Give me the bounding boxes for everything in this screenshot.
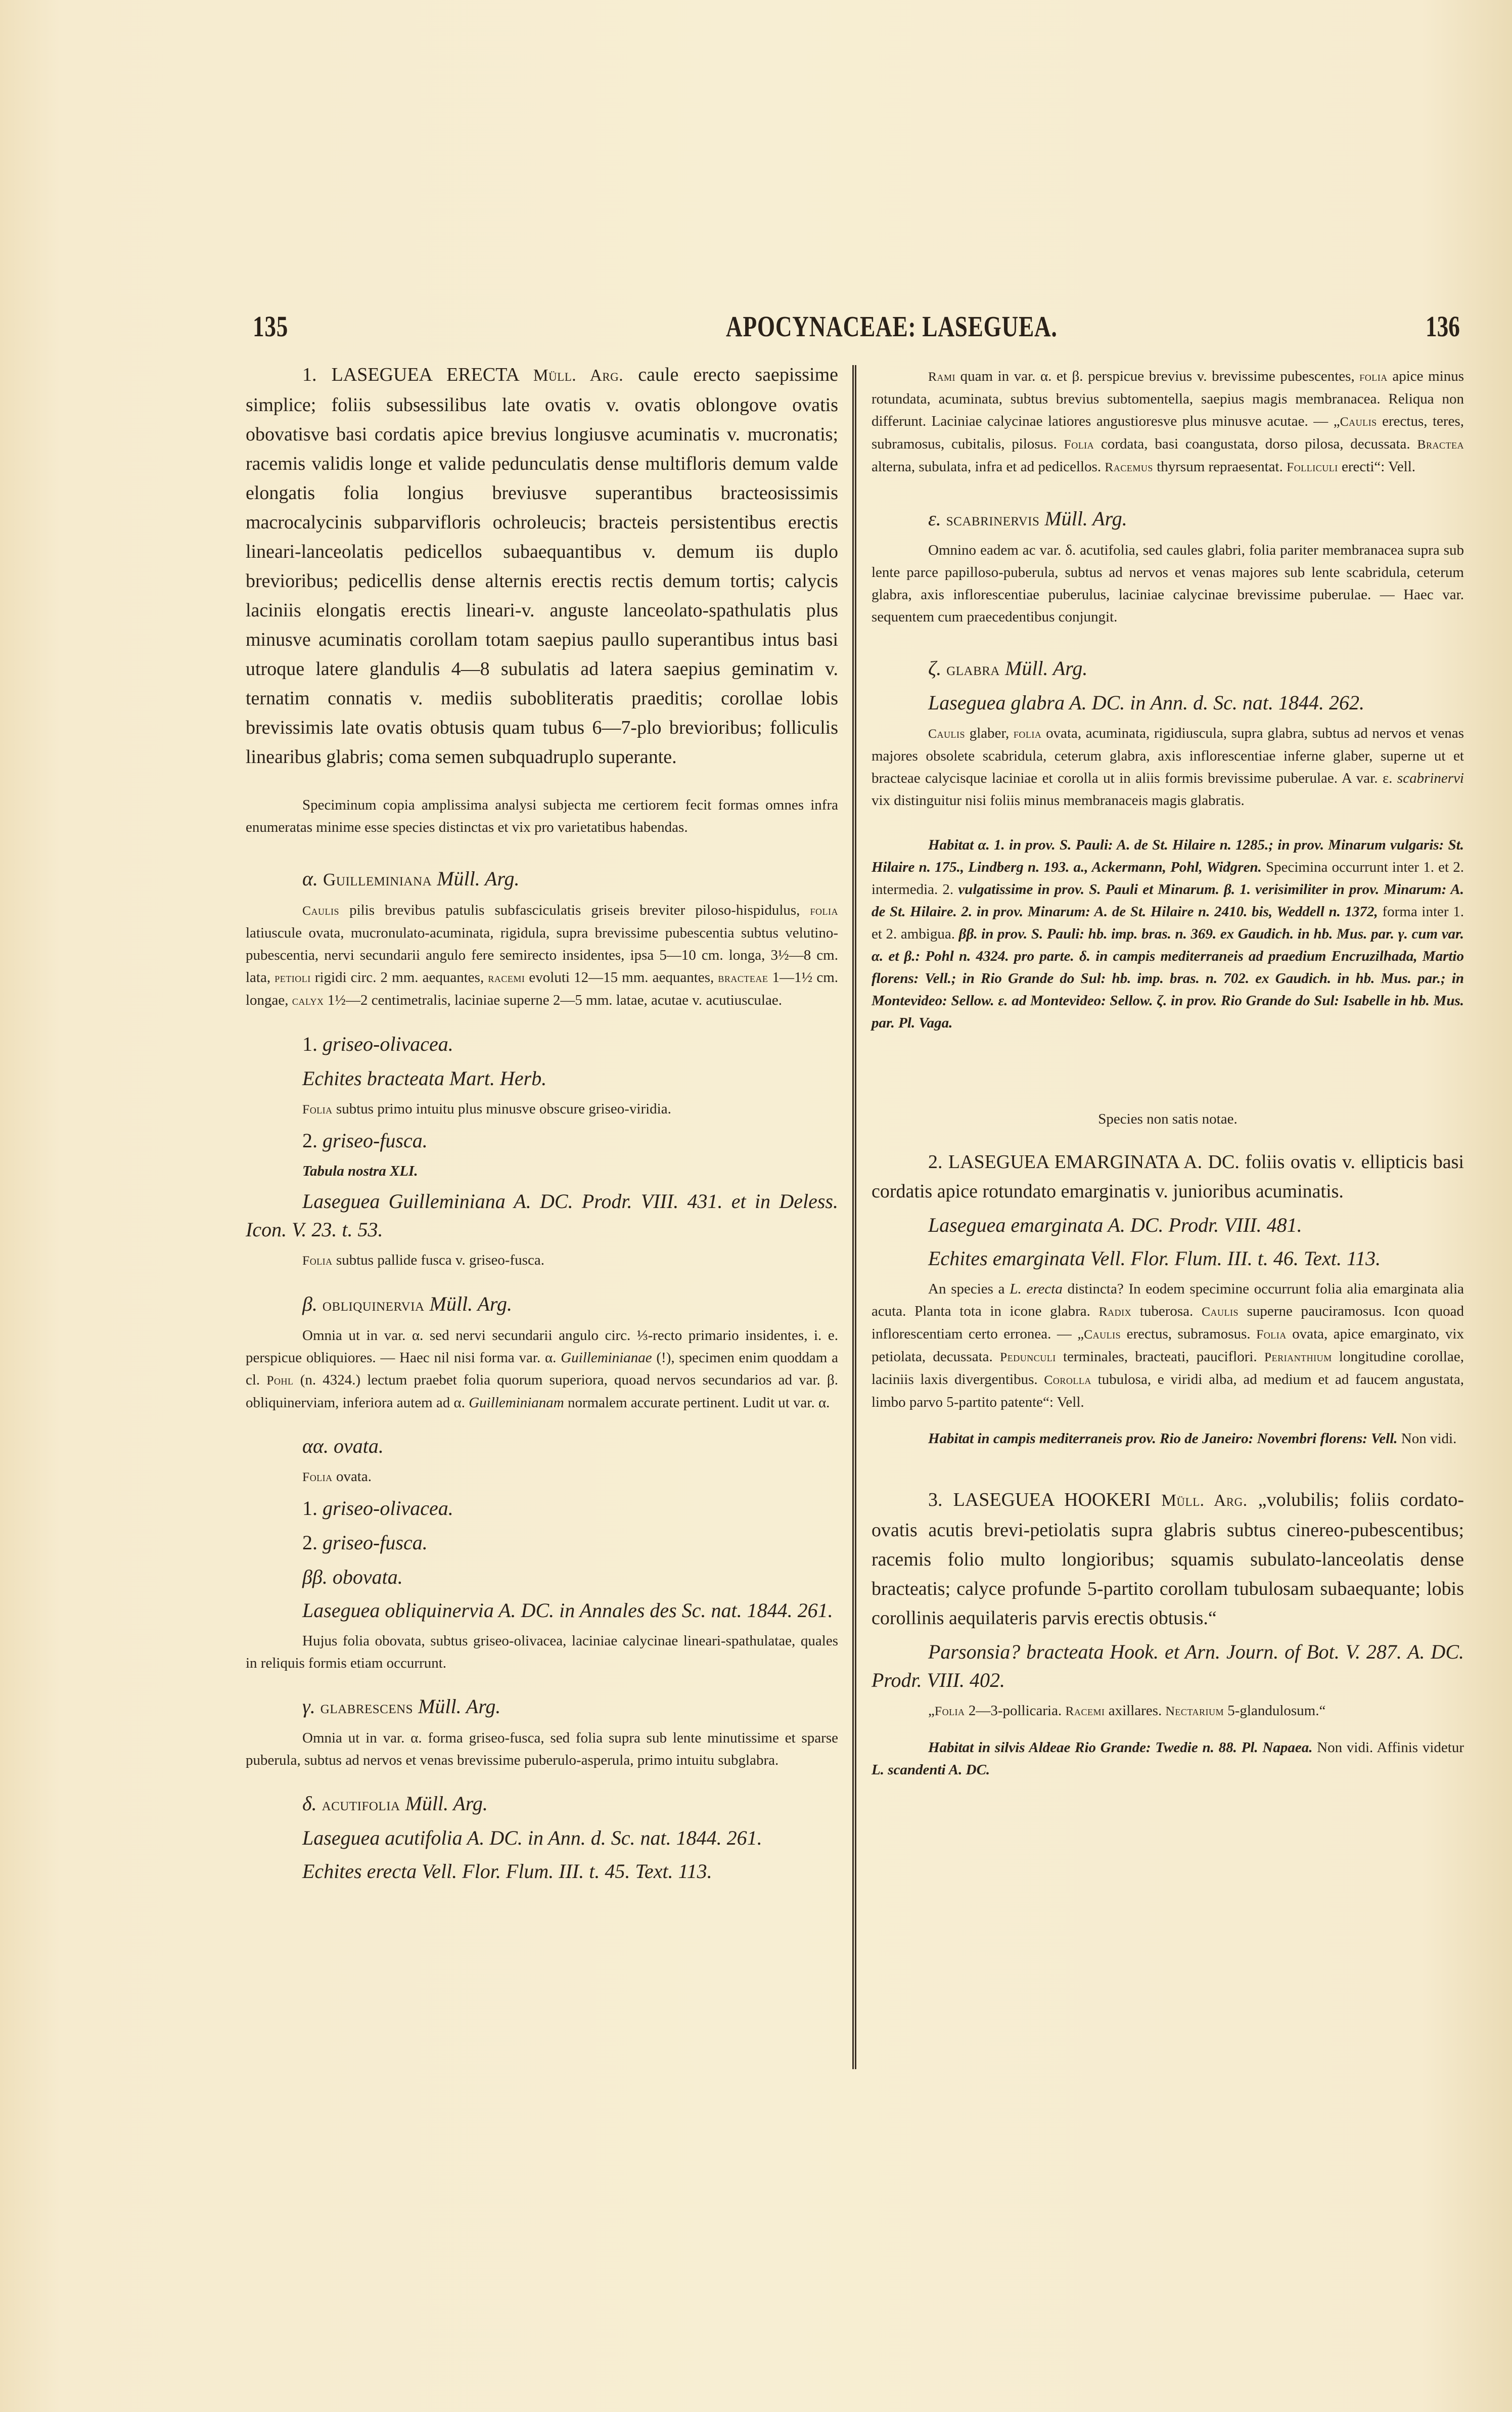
- text-run: erectus, subramosus.: [1121, 1326, 1257, 1342]
- text-run: latiuscule ovata, mucronulato-acuminata, rigidula, supra brevissime pubescentia subtus velutino-pubescentia, nervi secundarii angulo fere semirecto insidentes, ipsa 5—10 cm. longa, 3½—8 cm. lata,: [246, 925, 838, 986]
- text-run: terminales, bracteati, pauciflori.: [1056, 1349, 1264, 1365]
- text-run: calyx: [292, 993, 324, 1008]
- running-title: APOCYNACEAE: LASEGUEA.: [726, 310, 1058, 343]
- text-run: Müll. Arg.: [400, 1792, 488, 1815]
- spacer: [872, 1727, 1464, 1736]
- spacer: [246, 777, 838, 794]
- text-run: Omnia ut in var. α. sed nervi secundarii angulo circ. ⅓-recto primario insidentes, i. e. perspicue obliquiores. — Haec nil nisi forma var. α.: [246, 1327, 838, 1366]
- paragraph: [246, 360, 838, 772]
- page-number-right: 136: [1426, 310, 1460, 343]
- text-run: normalem accurate pertinent. Ludit ut var. α.: [564, 1395, 830, 1411]
- section-heading: [872, 504, 1464, 535]
- text-run: tuberosa.: [1131, 1303, 1202, 1319]
- paragraph: [872, 1105, 1464, 1133]
- spacer: [246, 1776, 838, 1785]
- text-run: Hujus folia obovata, subtus griseo-olivacea, laciniae calycinae lineari-spathulatae, quales in reliquis formis etiam occurrunt.: [246, 1633, 838, 1671]
- paragraph: [246, 1465, 838, 1488]
- text-run: cordata, basi coangustata, dorso pilosa, decussata.: [1094, 436, 1417, 452]
- paragraph: [246, 899, 838, 1012]
- spacer: [872, 1418, 1464, 1427]
- text-run: Omnia ut in var. α. forma griseo-fusca, sed folia supra sub lente minutissime et sparse puberula, subtus ad nervos et venas brevissime puberulo-asperula, primo intuitu subglabra.: [246, 1730, 838, 1768]
- text-run: caule erecto saepissime simplice; foliis subsessilibus late ovatis v. ovatis oblongove ovatis obovatisve basi cordatis apice brevius longiusve acuminatis v. mucronatis; racemis validis longe et valide pedunculatis dense multifloris demum valde elongatis folia longius breviusve superantibus bracteosissimis macrocalycinis subparvifloris ochroleucis; bracteis persistentibus erectis lineari-lanceolatis pedicellos subaequantibus v. demum iis duplo brevioribus; pedicellis dense alternis erectis rectis demum tortis; calycis laciniis elongatis erectis lineari-v. anguste lanceolato-spathulatis plus minusve acuminatis corollam totam saepius paullo superantibus intus basi utroque latere glandulis 4—8 subulatis ad latera saepius geminatim v. ternatim connatis v. mediis subobliteratis praeditis; corollae lobis brevissimis late ovatis obtusis quam tubus 6—7-plo brevioribus; folliculis linearibus glabris; coma semen subquadruplo superante.: [246, 364, 838, 768]
- text-run: petioli: [274, 970, 311, 985]
- text-run: Echites emarginata Vell. Flor. Flum. III. t. 46. Text. 113.: [928, 1247, 1381, 1270]
- paragraph: [872, 1211, 1464, 1239]
- text-run: Non vidi.: [1397, 1431, 1457, 1447]
- text-run: Folia: [934, 1704, 965, 1718]
- left-column: [246, 360, 838, 1891]
- section-heading: [246, 1289, 838, 1320]
- text-run: Folia: [302, 1469, 333, 1484]
- text-run: Omnino eadem ac var. δ. acutifolia, sed caules glabri, folia pariter membranacea supra sub lente parce papilloso-puberula, subtus ad nervos et venas majores sub lente scabridula, ceterum glabra, axis inflorescentiae puberulus, laciniae calycinae brevissime puberulae. — Haec var. sequentem cum praecedentibus conjungit.: [872, 542, 1464, 625]
- text-run: 2.: [302, 1129, 323, 1152]
- spacer: [872, 1455, 1464, 1485]
- paragraph: [872, 1278, 1464, 1413]
- text-run: 1—1½ cm. longae,: [246, 969, 838, 1008]
- text-run: glabrescens: [320, 1698, 414, 1717]
- paragraph: [246, 1324, 838, 1414]
- text-run: „volubilis; foliis cordato-ovatis acutis brevi-petiolatis supra glabris subtus cinereo-pubescentibus; racemis folio multo longioribus; squamis subulato-lanceolatis dense bracteatis; calyce profunde 5-partito corollam tubulosam subaequante; lobis corollinis aequilateris parvis erectis obtusis.“: [872, 1489, 1464, 1629]
- text-run: Racemus: [1105, 460, 1153, 474]
- paragraph: [246, 794, 838, 838]
- paragraph: [872, 689, 1464, 717]
- text-run: Habitat in silvis Aldeae Rio Grande: Twedie n. 88. Pl. Napaea.: [928, 1739, 1313, 1756]
- text-run: Müll. Arg.: [533, 366, 624, 385]
- text-run: tubulosa, e viridi alba, ad medium et ad faucem angustata, limbo parvo 5-partito patente“: Vell.: [872, 1371, 1464, 1410]
- text-run: apice minus rotundata, acuminata, subtus brevius subtomentella, saepius magis membranacea. Reliqua non differunt. Laciniae calycinae latiores angustioresve plus minusve acutae. — „: [872, 368, 1464, 429]
- text-run: ovata.: [332, 1468, 372, 1485]
- text-run: griseo-olivacea.: [323, 1033, 453, 1055]
- text-run: foliis ovatis v. ellipticis basi cordatis apice rotundato emarginatis v. junioribus acuminatis.: [872, 1151, 1464, 1202]
- text-run: Müll. Arg.: [1000, 657, 1088, 680]
- paragraph: [872, 1427, 1464, 1450]
- section-heading: [246, 1126, 838, 1156]
- text-run: ovata, acuminata, rigidiuscula, supra glabra, subtus ad nervos et venas majores obsolete scabridula, ceterum glabra, axis inflorescentiae inferne glaber, superne ut et bracteae calycisque laciniae et corolla ut in aliis formis brevissime puberulae. A var. ε.: [872, 725, 1464, 786]
- text-run: Guilleminianae: [561, 1350, 652, 1366]
- text-run: Laseguea glabra A. DC. in Ann. d. Sc. nat. 1844. 262.: [928, 691, 1364, 714]
- text-run: ββ. obovata.: [302, 1566, 403, 1588]
- paragraph: [246, 1630, 838, 1674]
- text-run: L. erecta: [1010, 1281, 1063, 1297]
- spacer: [872, 817, 1464, 834]
- text-run: rigidi circ. 2 mm. aequantes,: [310, 969, 488, 986]
- text-run: (!), specimen enim quoddam a cl.: [246, 1350, 838, 1388]
- text-run: αα. ovata.: [302, 1435, 384, 1457]
- text-run: ββ. in prov. S. Pauli: hb. imp. bras. n. 369. ex Gaudich. in hb. Mus. par. γ. cum var. α. et β.: Pohl n. 4324. pro parte. δ. in campis mediterraneis ad praedium Encruzilhada, Martio florens: Vell.; in Rio Grande do Sul: hb. imp. bras. n. 702. ex Gaudich. in hb. Mus. par.; in Montevideo: Sellow. ε. ad Montevideo: Sellow. ζ. in prov. Rio Grande do Sul: Isabelle in hb. Mus. par. Pl. Vaga.: [872, 926, 1464, 1031]
- text-run: forma inter 1. et 2. ambigua.: [872, 904, 1464, 942]
- text-run: Habitat α. 1. in prov. S. Pauli: A. de St. Hilaire n. 1285.; in prov. Minarum vulgaris: St. Hilaire n. 175., Lindberg n. 193. a., Ackermann, Pohl, Widgren.: [872, 837, 1464, 875]
- text-run: L. scandenti A. DC.: [872, 1762, 990, 1778]
- text-run: glabra: [946, 659, 1000, 679]
- text-run: bracteae: [718, 970, 768, 985]
- text-run: 1.: [302, 1497, 323, 1520]
- text-run: axillares.: [1105, 1703, 1166, 1719]
- text-run: Pedunculi: [1000, 1350, 1056, 1364]
- section-heading: [246, 864, 838, 895]
- spacer: [246, 1679, 838, 1688]
- text-run: Tabula nostra XLI.: [302, 1163, 418, 1179]
- text-run: Caulis: [1340, 414, 1377, 429]
- spacer: [246, 843, 838, 861]
- text-run: Rami: [928, 369, 956, 384]
- text-run: Laseguea acutifolia A. DC. in Ann. d. Sc. nat. 1844. 261.: [302, 1826, 762, 1849]
- paragraph: [246, 1727, 838, 1771]
- spacer: [872, 633, 1464, 650]
- text-run: Habitat in campis mediterraneis prov. Rio de Janeiro: Novembri florens: Vell.: [928, 1431, 1398, 1447]
- text-run: vulgatissime in prov. S. Pauli et Minarum. β. 1. verisimiliter in prov. Minarum: A. de St. Hilaire. 2. in prov. Minarum: A. de St. Hilaire n. 2410. bis, Weddell n. 1372,: [872, 881, 1464, 920]
- text-run: folia: [810, 903, 838, 918]
- spacer: [246, 1419, 838, 1428]
- text-run: Laseguea emarginata A. DC. Prodr. VIII. 481.: [928, 1214, 1302, 1236]
- text-run: alterna, subulata, infra et ad pedicellos.: [872, 459, 1105, 475]
- text-run: Racemi: [1065, 1704, 1105, 1718]
- text-run: Laseguea Guilleminiana A. DC. Prodr. VIII. 431. et in Deless. Icon. V. 23. t. 53.: [246, 1190, 838, 1241]
- text-run: subtus pallide fusca v. griseo-fusca.: [332, 1252, 544, 1268]
- text-run: 3. LASEGUEA HOOKERI: [928, 1489, 1162, 1510]
- text-run: β.: [302, 1292, 323, 1315]
- section-heading: [246, 1528, 838, 1558]
- text-run: subtus primo intuitu plus minusve obscure griseo-viridia.: [332, 1101, 671, 1117]
- text-run: obliquinervia: [322, 1295, 425, 1315]
- spacer: [246, 1017, 838, 1026]
- spacer: [872, 483, 1464, 501]
- page-number-left: 135: [253, 310, 289, 343]
- text-run: Müll. Arg.: [432, 867, 520, 890]
- text-run: Caulis: [1201, 1304, 1239, 1319]
- text-run: (n. 4324.) lectum praebet folia quorum superiora, quoad nervos secundarios ad var. β. obliquinerviam, inferiora autem ad α.: [246, 1372, 838, 1411]
- section-heading: [872, 653, 1464, 685]
- text-run: Speciminum copia amplissima analysi subjecta me certiorem fecit formas omnes infra enumeratas minime esse species distinctas et vix pro varietatibus habendas.: [246, 797, 838, 835]
- text-run: 1. LASEGUEA ERECTA: [302, 364, 533, 385]
- paragraph: [872, 1244, 1464, 1273]
- text-run: Folliculi: [1287, 460, 1338, 474]
- paragraph: [872, 365, 1464, 478]
- paragraph: [872, 1485, 1464, 1633]
- section-heading: [246, 1063, 838, 1094]
- text-run: griseo-fusca.: [323, 1531, 428, 1554]
- spacer: [872, 1039, 1464, 1105]
- text-run: Species non satis notae.: [1098, 1111, 1238, 1127]
- text-run: An species a: [928, 1281, 1010, 1297]
- text-run: ovata, apice emarginato, vix petiolata, decussata.: [872, 1326, 1464, 1365]
- paragraph: [246, 1824, 838, 1852]
- text-run: Specimina occurrunt inter 1. et 2. intermedia. 2.: [872, 859, 1464, 898]
- text-run: „: [928, 1703, 935, 1719]
- text-run: Folia: [1256, 1327, 1287, 1342]
- paragraph: [246, 1249, 838, 1272]
- text-run: folia: [1359, 369, 1388, 384]
- text-run: evoluti 12—15 mm. aequantes,: [525, 969, 718, 986]
- paragraph: [872, 1700, 1464, 1722]
- text-run: Nectarium: [1165, 1704, 1224, 1718]
- text-run: racemi: [488, 970, 525, 985]
- paragraph: [872, 1147, 1464, 1206]
- text-run: δ.: [302, 1792, 322, 1815]
- text-run: thyrsum repraesentat.: [1153, 459, 1287, 475]
- text-run: 5-glandulosum.“: [1223, 1703, 1326, 1719]
- paragraph: [872, 1736, 1464, 1781]
- right-column: [872, 365, 1464, 1786]
- text-run: Caulis: [928, 726, 966, 741]
- text-run: Müll. Arg.: [1161, 1491, 1248, 1510]
- text-run: 2—3-pollicaria.: [965, 1703, 1066, 1719]
- running-header: [253, 309, 1195, 355]
- paragraph: [246, 1160, 838, 1182]
- text-run: Parsonsia? bracteata Hook. et Arn. Journ. of Bot. V. 287. A. DC. Prodr. VIII. 402.: [872, 1640, 1464, 1691]
- text-run: Non vidi. Affinis videtur: [1312, 1739, 1464, 1756]
- text-run: Guilleminiana: [323, 870, 432, 889]
- text-run: γ.: [302, 1695, 320, 1718]
- text-run: Pohl: [266, 1373, 294, 1388]
- section-heading: [246, 1691, 838, 1723]
- text-run: longitudine corollae, laciniis laxis divergentibus.: [872, 1349, 1464, 1388]
- text-run: Müll. Arg.: [413, 1695, 501, 1718]
- text-run: Bractea: [1417, 437, 1464, 452]
- text-run: Guilleminianam: [469, 1395, 564, 1411]
- spacer: [246, 1277, 838, 1286]
- text-run: Müll. Arg.: [424, 1292, 512, 1315]
- text-run: superne pauciramosus. Icon quoad inflorescentiam certo erronea. — „: [872, 1303, 1464, 1342]
- text-run: Müll. Arg.: [1039, 507, 1127, 530]
- text-run: Laseguea obliquinervia A. DC. in Annales des Sc. nat. 1844. 261.: [302, 1599, 833, 1622]
- text-run: Folia: [302, 1102, 333, 1116]
- text-run: Folia: [302, 1253, 333, 1268]
- text-run: Echites bracteata Mart. Herb.: [302, 1067, 547, 1090]
- text-run: glaber,: [965, 725, 1014, 741]
- section-heading: [246, 1789, 838, 1820]
- text-run: acutifolia: [322, 1795, 400, 1814]
- section-heading: [246, 1562, 838, 1592]
- spacer: [872, 1138, 1464, 1147]
- text-run: Radix: [1098, 1304, 1132, 1319]
- section-heading: [246, 1431, 838, 1461]
- text-run: Caulis: [302, 903, 340, 918]
- paragraph: [246, 1596, 838, 1625]
- text-run: erectus, teres, subramosus, cubitalis, pilosus.: [872, 413, 1464, 452]
- paragraph: [246, 1857, 838, 1886]
- text-run: griseo-olivacea.: [323, 1497, 453, 1520]
- text-run: Folia: [1064, 437, 1094, 452]
- text-run: vix distinguitur nisi foliis minus membranaceis magis glabratis.: [872, 792, 1245, 809]
- paragraph: [872, 1638, 1464, 1694]
- paragraph: [246, 1187, 838, 1244]
- text-run: folia: [1013, 726, 1042, 741]
- text-run: griseo-fusca.: [323, 1129, 428, 1152]
- text-run: scabrinervi: [1397, 770, 1464, 786]
- text-run: 2.: [302, 1531, 323, 1554]
- text-run: quam in var. α. et β. perspicue brevius v. brevissime pubescentes,: [955, 368, 1360, 384]
- text-run: Echites erecta Vell. Flor. Flum. III. t. 45. Text. 113.: [302, 1860, 712, 1883]
- paragraph: [872, 722, 1464, 812]
- text-run: Caulis: [1084, 1327, 1121, 1342]
- paragraph: [872, 834, 1464, 1034]
- text-run: scabrinervis: [946, 510, 1040, 529]
- paragraph: [246, 1098, 838, 1121]
- text-run: ζ.: [928, 657, 947, 680]
- section-heading: [246, 1029, 838, 1059]
- text-run: 2. LASEGUEA EMARGINATA A. DC.: [928, 1151, 1240, 1173]
- text-run: 1.: [302, 1033, 323, 1055]
- text-run: Perianthium: [1264, 1350, 1332, 1364]
- column-divider: [852, 365, 856, 2069]
- text-run: pilis brevibus patulis subfasciculatis griseis breviter piloso-hispidulus,: [339, 902, 810, 918]
- text-run: distincta? In eodem specimine occurrunt folia alia emarginata alia acuta. Planta tota in icone glabra.: [872, 1281, 1464, 1319]
- text-run: Corolla: [1044, 1372, 1091, 1387]
- text-run: 1½—2 centimetralis, laciniae superne 2—5 mm. latae, acutae v. acutiusculae.: [324, 992, 782, 1008]
- text-run: ε.: [928, 507, 946, 530]
- paragraph: [872, 539, 1464, 628]
- text-run: erecti“: Vell.: [1338, 459, 1416, 475]
- section-heading: [246, 1493, 838, 1524]
- text-run: α.: [302, 867, 323, 890]
